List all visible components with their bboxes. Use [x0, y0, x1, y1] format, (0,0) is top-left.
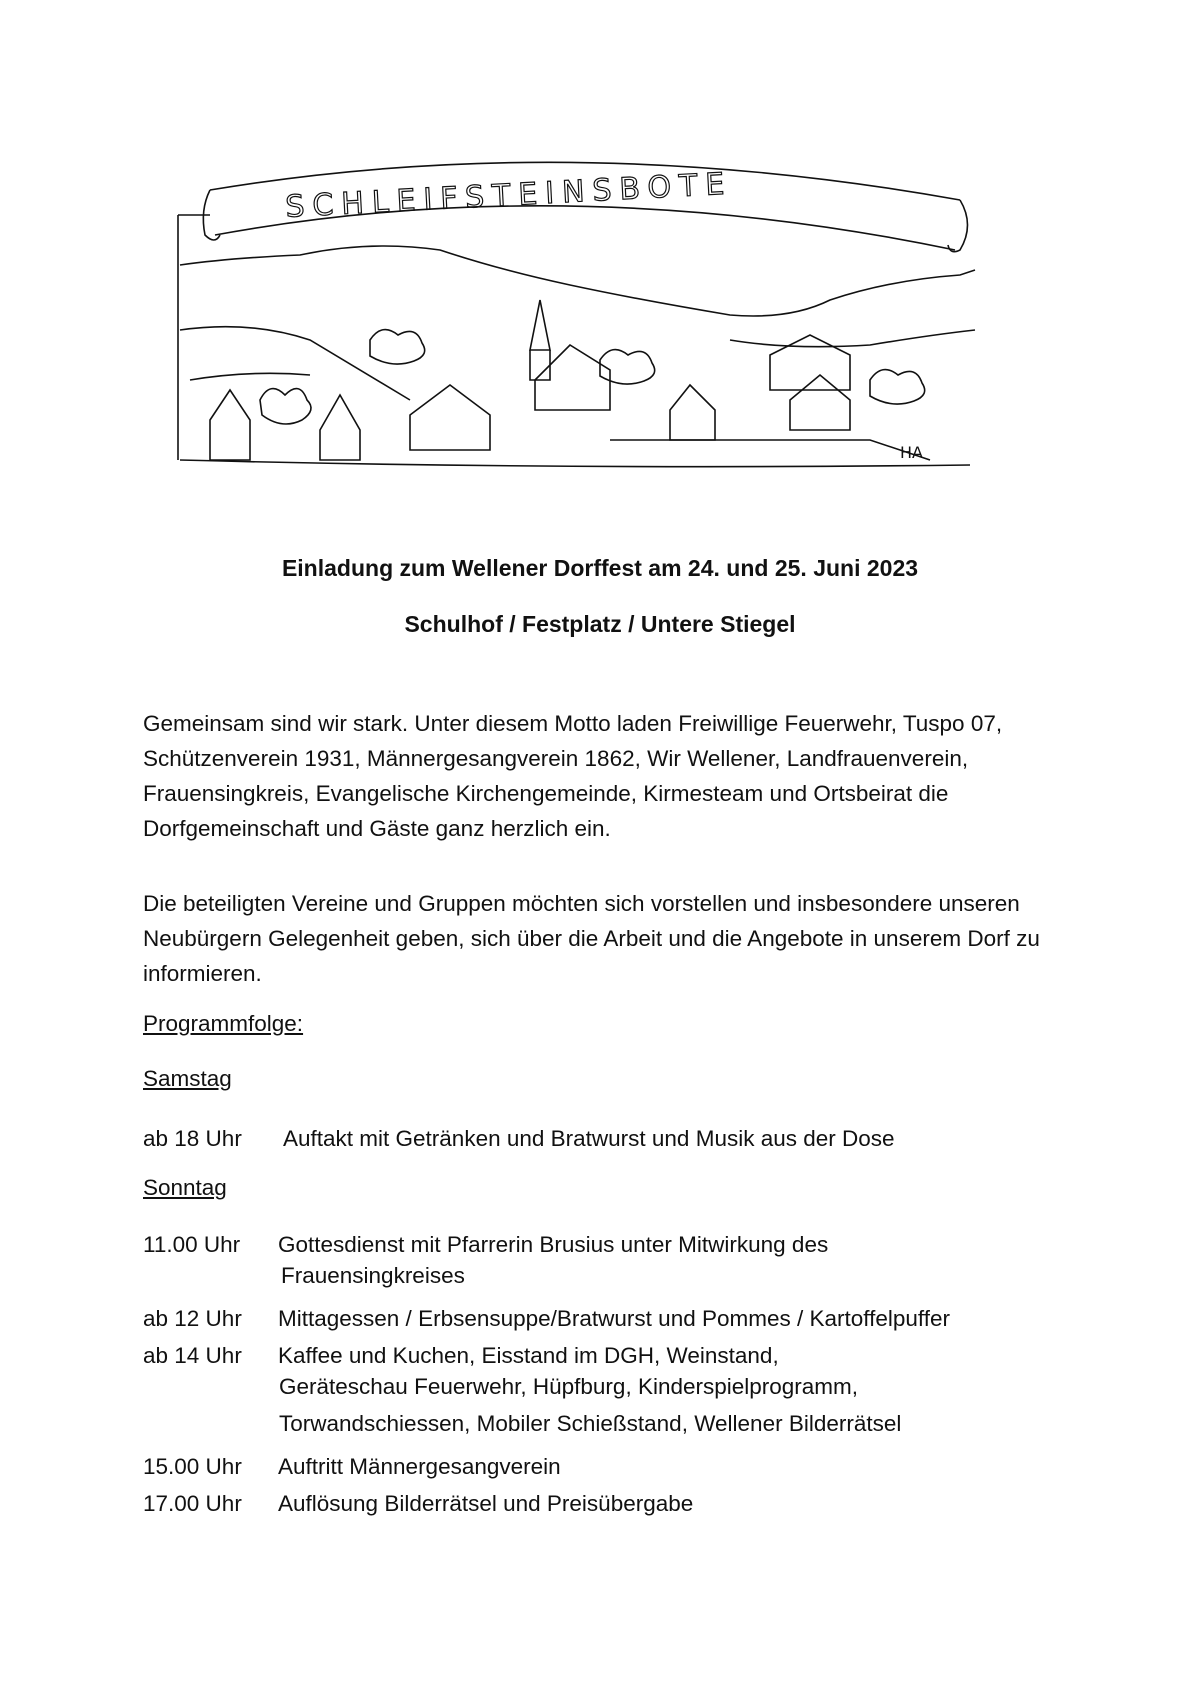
schedule-description: Auftakt mit Getränken und Bratwurst und Musik aus der Dose — [283, 1126, 895, 1151]
purpose-paragraph: Die beteiligten Vereine und Gruppen möchten sich vorstellen und insbesondere unseren Neubürgern Gelegenheit geben, sich über die Arbeit und die Angebote in unserem Dorf zu informieren. — [143, 891, 1040, 986]
schedule-time: ab 12 Uhr — [143, 1306, 242, 1331]
schedule-description-continued: Geräteschau Feuerwehr, Hüpfburg, Kinderspielprogramm, — [279, 1374, 859, 1399]
invitation-title: Einladung zum Wellener Dorffest am 24. und 25. Juni 2023 — [281, 555, 919, 581]
schedule-description: Kaffee und Kuchen, Eisstand im DGH, Weinstand, — [278, 1343, 779, 1368]
schedule-row — [143, 1120, 1103, 1157]
schedule-row — [143, 1448, 1103, 1485]
schedule-description: Auftritt Männergesangverein — [278, 1454, 561, 1479]
schedule-description: Mittagessen / Erbsensuppe/Bratwurst und Pommes / Kartoffelpuffer — [278, 1306, 951, 1331]
schedule-row — [143, 1226, 1103, 1263]
village-sketch-illustration — [170, 140, 980, 480]
schedule-description-continued: Torwandschiessen, Mobiler Schießstand, Wellener Bilderrätsel — [279, 1411, 902, 1436]
schedule-row — [143, 1485, 1103, 1522]
schedule-description: Auflösung Bilderrätsel und Preisübergabe — [278, 1491, 694, 1516]
schedule-description: Gottesdienst mit Pfarrerin Brusius unter Mitwirkung des — [278, 1232, 829, 1257]
schedule-row — [143, 1300, 1103, 1337]
artist-signature: HA — [900, 443, 923, 462]
sunday-heading: Sonntag — [143, 1175, 227, 1200]
intro-paragraph: Gemeinsam sind wir stark. Unter diesem Motto laden Freiwillige Feuerwehr, Tuspo 07, Schützenverein 1931, Männergesangverein 1862, Wir Wellener, Landfrauenverein, Frauensingkreis, Evangelische Kirchengemeinde, Kirmesteam und Ortsbeirat die Dorfgemeinschaft und Gäste ganz herzlich ein. — [143, 711, 1003, 841]
schedule-time: 15.00 Uhr — [143, 1454, 242, 1479]
schedule-row — [143, 1337, 1103, 1374]
schedule-time: ab 14 Uhr — [143, 1343, 242, 1368]
schedule-time: 17.00 Uhr — [143, 1491, 242, 1516]
schedule-time: 11.00 Uhr — [143, 1232, 241, 1257]
venue-subtitle: Schulhof / Festplatz / Untere Stiegel — [404, 611, 796, 637]
schedule-time: ab 18 Uhr — [143, 1126, 242, 1151]
saturday-heading: Samstag — [143, 1066, 232, 1091]
schedule-description-continued: Frauensingkreises — [281, 1263, 465, 1288]
banner-title: SCHLEIFSTEINSBOTE — [284, 166, 734, 225]
program-heading: Programmfolge: — [143, 1011, 304, 1036]
